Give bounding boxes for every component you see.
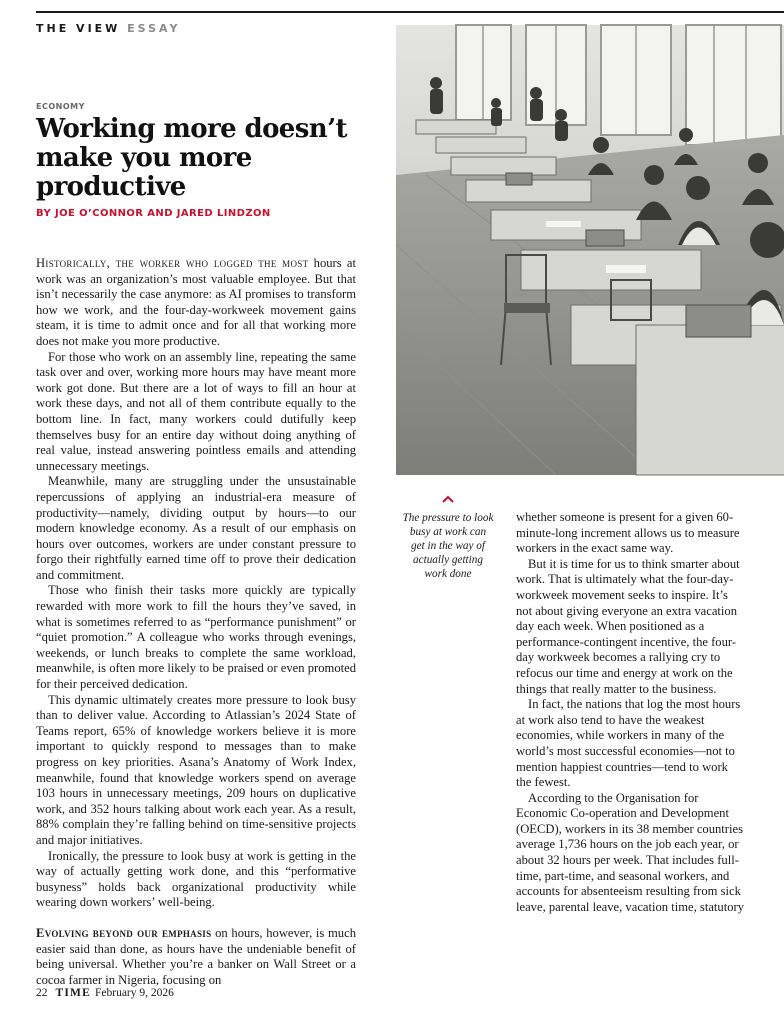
article-headline: Working more doesn’t make you more productive	[36, 114, 347, 202]
page-number: 22	[36, 987, 48, 999]
article-kicker: ECONOMY	[36, 102, 85, 111]
photo-caption: The pressure to look busy at work can get in the way of actually getting work done	[402, 512, 494, 580]
section-label: THE VIEW	[36, 22, 121, 35]
section-header	[36, 22, 180, 35]
caption-caret-icon	[440, 494, 456, 504]
body-paragraph: Meanwhile, many are struggling under the unsustainable repercussions of applying an industrial-era measure of productivity—namely, dividing output by hours—to our modern knowledge economy. As a result of our emphasis on hours over outcomes, workers are under constant pressure to forgo their rightfully earned time off to prove their dedication and commitment.	[36, 474, 356, 582]
body-paragraph: For those who work on an assembly line, repeating the same task over and over, working more hours may have meant more work got done. But there are a lot of ways to fill an hour at work these days, and not all of them contribute equally to the bottom line. In fact, many workers could dutifully keep themselves busy for an entire day without doing anything of real value, instead answering pointless emails and attending unnecessary meetings.	[36, 349, 356, 473]
body-paragraph: whether someone is present for a given 60-minute-long increment allows us to measure workers in the exact same way.	[516, 510, 740, 556]
office-photo	[396, 25, 784, 475]
lead-text: hours at work was an organization’s most valuable employee. But that isn’t necessarily the case anymore: as AI promises to transform how we work, and the four-day-workweek movement gains steam, it is time to admit once and for all that working more does not make you more productive.	[36, 256, 356, 348]
top-rule	[36, 11, 784, 13]
article-byline: BY JOE O’CONNOR AND JARED LINDZON	[36, 208, 271, 219]
page-footer	[36, 987, 174, 999]
article-body-right	[516, 510, 744, 990]
section-sublabel: ESSAY	[127, 22, 181, 35]
subhead-text: on hours, however, is much easier said than done, as hours have the undeniable benefit of being universal. Whether you’re a banker on Wall Street or a cocoa farmer in Nigeria, focusing on	[36, 925, 356, 987]
magazine-name: TIME	[55, 987, 91, 999]
subhead-paragraph	[36, 926, 356, 988]
lead-caps: Historically, the worker who logged the most	[36, 256, 309, 270]
body-paragraph: This dynamic ultimately creates more pressure to look busy than to deliver value. According to Atlassian’s 2024 State of Teams report, 65% of knowledge workers believe it is more important to quickly respond to messages than to make progress on key priorities. Asana’s Anatomy of Work Index, meanwhile, found that knowledge workers spend on average 103 hours in unnecessary meetings, 209 hours on duplicative work, and 352 hours talking about work each year. As a result, 88% complain they’re falling behind on time-sensitive projects and major initiatives.	[36, 692, 356, 847]
subhead-caps: Evolving beyond our emphasis	[36, 925, 212, 940]
body-paragraph: According to the Organisation for Economic Co-operation and Development (OECD), workers in its 38 member countries average 1,736 hours on the job each year, or about 32 hours per week. That includes full-time, part-time, and seasonal workers, and accounts for absenteeism resulting from sick leave, parental leave, vacation time, statutory	[516, 790, 744, 914]
body-paragraph: In fact, the nations that log the most hours at work also tend to have the weakest economies, while workers in many of the world’s most successful economies—not to mention happiest countries—tend to work the fewest.	[516, 697, 741, 790]
article-body-left	[36, 256, 356, 987]
issue-date: February 9, 2026	[94, 987, 174, 999]
body-paragraph: But it is time for us to think smarter about work. That is ultimately what the four-day-workweek movement seeks to inspire. It’s not about giving everyone an extra vacation day each week. When positioned as a performance-contingent incentive, the four-day workweek becomes a rallying cry to refocus our time and energy at work on the things that really matter to the business.	[516, 556, 740, 696]
body-paragraph: Ironically, the pressure to look busy at work is getting in the way of actually getting work done, and this “performative busyness” holds back organizational productivity while wearing down workers’ well-being.	[36, 848, 356, 910]
lead-paragraph	[36, 256, 356, 350]
body-paragraph: Those who finish their tasks more quickly are typically rewarded with more work to fill the hours they’ve saved, in what is sometimes referred to as “performance punishment” or “quiet promotion.” A colleague who works through evenings, weekends, or lunch breaks to complete the same workload, meanwhile, is often more likely to be praised or even promoted for their perceived dedication.	[36, 583, 356, 692]
